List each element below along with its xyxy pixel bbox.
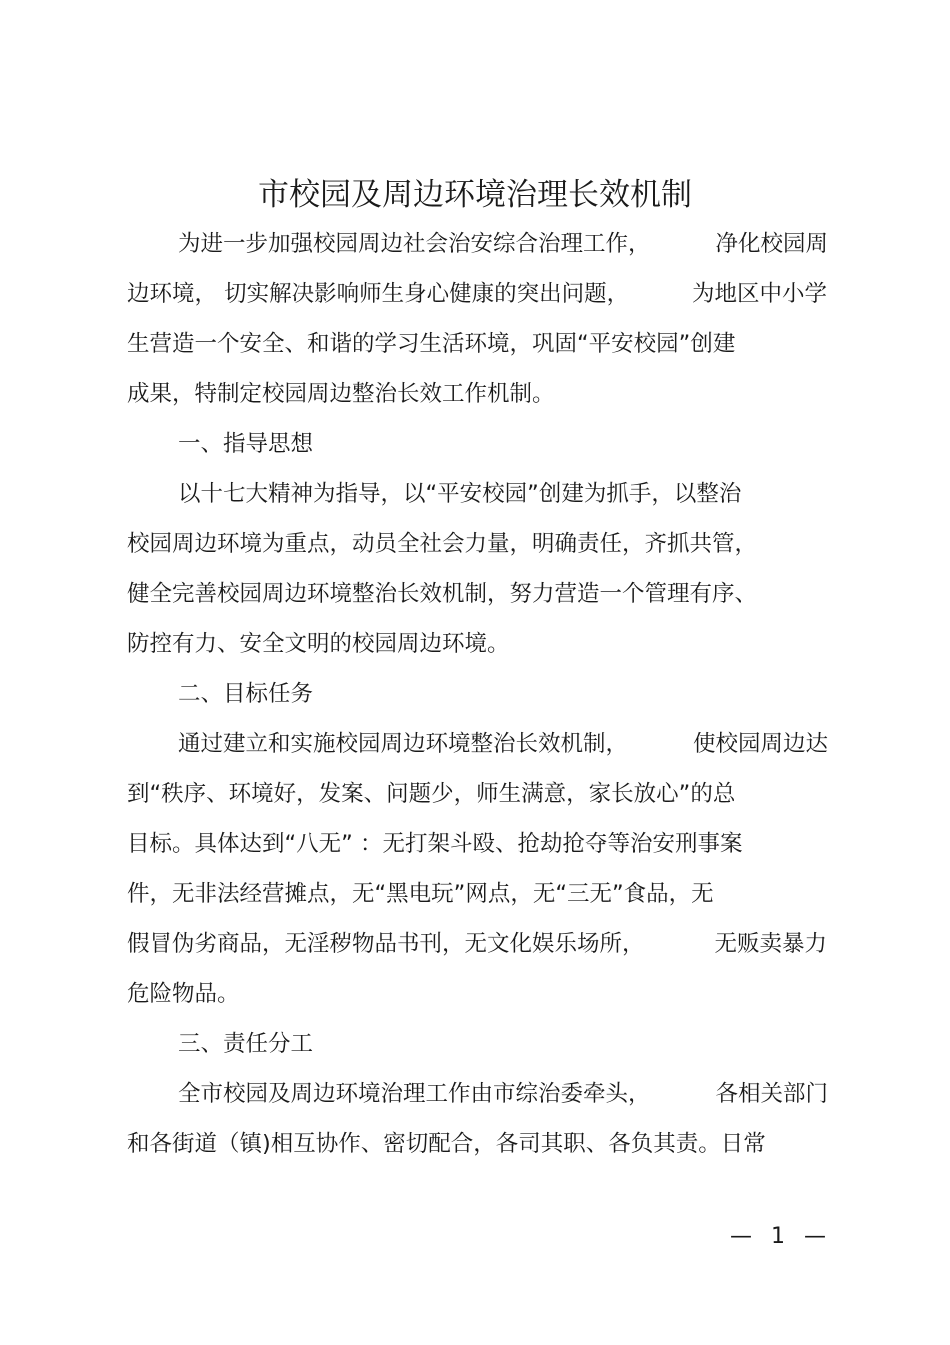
paragraph-line: 以十七大精神为指导，以“平安校园”创建为抓手，以整治 xyxy=(178,481,742,507)
text-segment: 各相关部门 xyxy=(715,1081,828,1107)
text-segment: 净化校园周 xyxy=(715,231,828,257)
document-title: 市校园及周边环境治理长效机制 xyxy=(258,177,692,213)
text-segment: 无贩卖暴力 xyxy=(714,931,827,957)
text-segment: 假冒伪劣商品，无淫秽物品书刊，无文化娱乐场所， xyxy=(127,931,645,957)
paragraph-line xyxy=(127,919,827,969)
text-segment: 为进一步加强校园周边社会治安综合治理工作， xyxy=(178,231,651,257)
paragraph-line: 到“秩序、环境好，发案、问题少，师生满意，家长放心”的总 xyxy=(127,781,736,807)
text-segment: 边环境， 切实解决影响师生身心健康的突出问题， xyxy=(127,281,630,307)
paragraph-line xyxy=(178,1069,828,1119)
section-heading: 三、责任分工 xyxy=(178,1031,314,1057)
paragraph-line: 校园周边环境为重点，动员全社会力量，明确责任，齐抓共管， xyxy=(127,531,758,557)
section-heading: 一、指导思想 xyxy=(178,431,314,457)
section-heading: 二、目标任务 xyxy=(178,681,314,707)
text-segment: 通过建立和实施校园周边环境整治长效机制， xyxy=(178,731,629,757)
text-segment: 全市校园及周边环境治理工作由市综治委牵头， xyxy=(178,1081,651,1107)
paragraph-line xyxy=(178,719,828,769)
paragraph-line xyxy=(127,269,827,319)
paragraph-line xyxy=(178,219,828,269)
paragraph-line: 目标。具体达到“八无” ：无打架斗殴、抢劫抢夺等治安刑事案 xyxy=(127,831,743,857)
text-segment: 使校园周边达 xyxy=(692,731,828,757)
paragraph-line: 和各街道（镇)相互协作、密切配合，各司其职、各负其责。日常 xyxy=(127,1131,766,1157)
paragraph-line: 生营造一个安全、和谐的学习生活环境，巩固“平安校园”创建 xyxy=(127,331,736,357)
text-segment: 为地区中小学 xyxy=(691,281,827,307)
paragraph-line: 危险物品。 xyxy=(127,981,240,1007)
paragraph-line: 健全完善校园周边环境整治长效机制，努力营造一个管理有序、 xyxy=(127,581,758,607)
page-number: — 1 — xyxy=(730,1224,832,1249)
paragraph-line: 件，无非法经营摊点，无“黑电玩”网点，无“三无”食品，无 xyxy=(127,881,714,907)
paragraph-line: 成果，特制定校园周边整治长效工作机制。 xyxy=(127,381,555,407)
paragraph-line: 防控有力、安全文明的校园周边环境。 xyxy=(127,631,510,657)
